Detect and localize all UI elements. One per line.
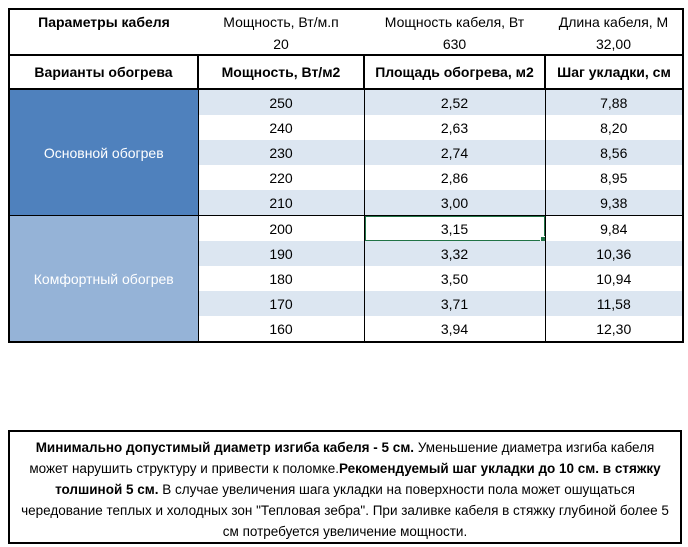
cell-area[interactable]: 2,52	[364, 89, 545, 115]
header-heating-area: Площадь обогрева, м2	[364, 55, 545, 89]
value-power-per-meter[interactable]: 20	[273, 35, 289, 52]
cell-area[interactable]: 3,00	[364, 190, 545, 216]
cell-area[interactable]: 3,71	[364, 291, 545, 316]
cell-power[interactable]: 200	[198, 216, 364, 242]
cell-power[interactable]: 180	[198, 266, 364, 291]
note-box	[8, 430, 682, 544]
cell-step[interactable]: 8,56	[545, 140, 683, 165]
cell-power[interactable]: 220	[198, 165, 364, 190]
cell-power[interactable]: 210	[198, 190, 364, 216]
note-text-bold-1: Минимально допустимый диаметр изгиба кабеля - 5 см.	[35, 440, 415, 455]
cell-area[interactable]: 2,74	[364, 140, 545, 165]
cell-step[interactable]: 11,58	[545, 291, 683, 316]
header-cable-power: Мощность кабеля, Вт	[384, 13, 525, 30]
cable-table	[8, 8, 684, 343]
table-row	[9, 89, 683, 115]
cell-step[interactable]: 8,20	[545, 115, 683, 140]
cell-power[interactable]: 170	[198, 291, 364, 316]
cell-area[interactable]: 3,94	[364, 316, 545, 342]
header-power-per-meter: Мощность, Вт/м.п	[223, 13, 339, 30]
empty-cell	[9, 33, 198, 55]
group-label-comfort-heating[interactable]: Комфортный обогрев	[9, 216, 198, 343]
cell-power[interactable]: 190	[198, 241, 364, 266]
selected-cell[interactable]: 3,15	[364, 216, 545, 242]
value-cable-power[interactable]: 630	[442, 35, 467, 52]
params-header-label: Параметры кабеля	[38, 13, 170, 30]
group-label-main-heating[interactable]: Основной обогрев	[9, 89, 198, 216]
params-header-row	[9, 9, 683, 33]
header-cable-length: Длина кабеля, М	[558, 13, 669, 30]
cell-power[interactable]: 240	[198, 115, 364, 140]
cell-step[interactable]: 9,84	[545, 216, 683, 242]
cell-step[interactable]: 10,36	[545, 241, 683, 266]
cell-power[interactable]: 160	[198, 316, 364, 342]
cell-area[interactable]: 3,32	[364, 241, 545, 266]
cell-step[interactable]: 7,88	[545, 89, 683, 115]
cell-power[interactable]: 250	[198, 89, 364, 115]
header-power-density: Мощность, Вт/м2	[198, 55, 364, 89]
cell-step[interactable]: 12,30	[545, 316, 683, 342]
cell-step[interactable]: 9,38	[545, 190, 683, 216]
note-text-regular-2: В случае увеличения шага укладки на поверхности пола может ошущаться чередование теплых и холодных зон "Тепловая зебра". При заливке кабеля в стяжку глубиной более 5 см потребуется увеличение мощности.	[21, 482, 669, 539]
header-laying-step: Шаг укладки, см	[545, 55, 683, 89]
cell-area[interactable]: 3,50	[364, 266, 545, 291]
cell-area[interactable]: 2,63	[364, 115, 545, 140]
table-header-row	[9, 55, 683, 89]
note-text-bold-2: Рекомендуемый шаг укладки до 10 см. в стяжку толшиной 5 см.	[55, 461, 661, 497]
value-cable-length[interactable]: 32,00	[595, 35, 632, 52]
table-row	[9, 216, 683, 242]
cell-step[interactable]: 10,94	[545, 266, 683, 291]
cell-step[interactable]: 8,95	[545, 165, 683, 190]
header-variants: Варианты обогрева	[9, 55, 198, 89]
note-text-regular-1: Уменьшение диаметра изгиба кабеля может нарушить структуру и привести к поломке.	[29, 440, 655, 476]
params-values-row	[9, 33, 683, 55]
cell-power[interactable]: 230	[198, 140, 364, 165]
cell-area[interactable]: 2,86	[364, 165, 545, 190]
